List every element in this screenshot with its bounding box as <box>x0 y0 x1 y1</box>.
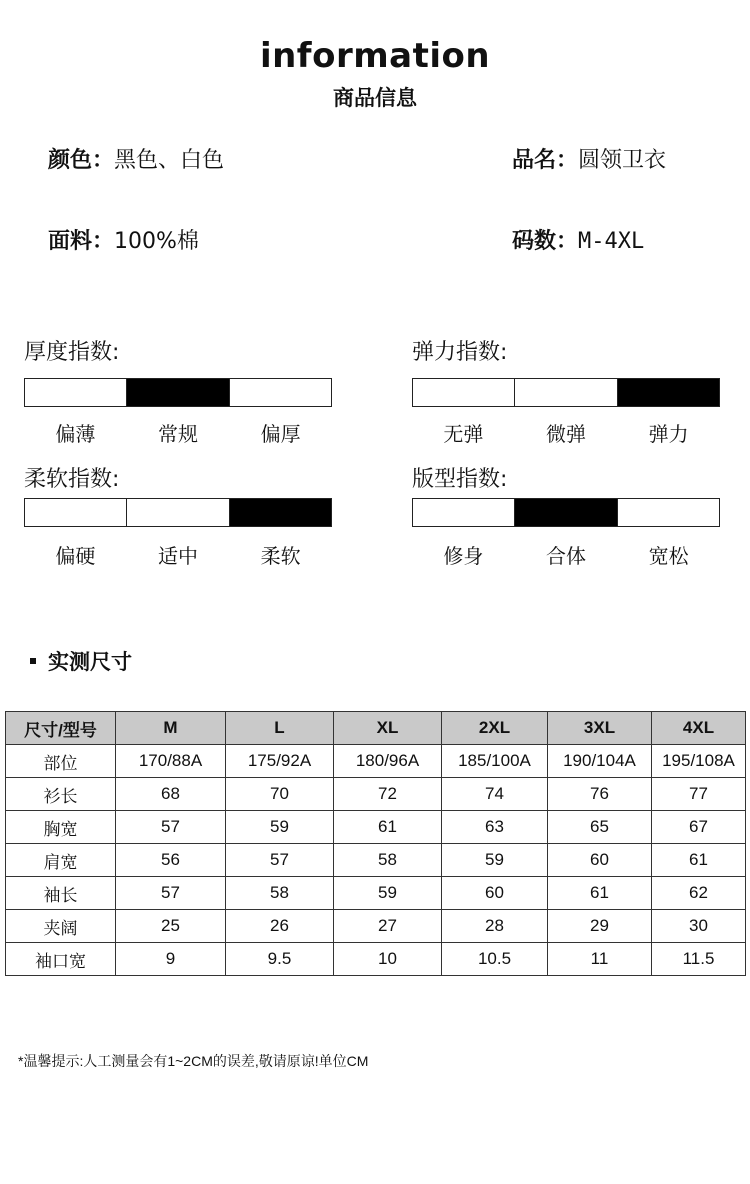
elasticity-option: 弹力 <box>648 422 689 446</box>
table-header-cell: 2XL <box>442 712 548 745</box>
info-sizes-key: 码数： <box>512 229 579 254</box>
info-fabric-value: 100%棉 <box>114 229 199 254</box>
info-color-value: 黑色、白色 <box>114 148 225 173</box>
table-cell: 10.5 <box>442 943 548 976</box>
table-cell: 27 <box>334 910 442 943</box>
table-cell: 67 <box>652 811 746 844</box>
thickness-index-options <box>24 418 332 447</box>
thickness-index-label: 厚度指数: <box>24 340 120 365</box>
table-cell: 195/108A <box>652 745 746 778</box>
elasticity-index-bar <box>412 378 720 407</box>
fit-option: 修身 <box>443 544 484 568</box>
fit-index-segment <box>515 499 617 526</box>
thickness-index-segment <box>230 379 331 406</box>
elasticity-index-segment <box>515 379 617 406</box>
table-header-cell: M <box>116 712 226 745</box>
table-cell: 57 <box>226 844 334 877</box>
thickness-option: 偏薄 <box>55 422 96 446</box>
table-cell: 61 <box>334 811 442 844</box>
table-cell: 部位 <box>6 745 116 778</box>
table-cell: 74 <box>442 778 548 811</box>
info-fabric-key: 面料： <box>48 229 115 254</box>
table-cell: 59 <box>442 844 548 877</box>
info-fabric <box>48 224 199 255</box>
softness-index-segment <box>25 499 127 526</box>
page-subtitle: 商品信息 <box>333 86 417 110</box>
table-cell: 72 <box>334 778 442 811</box>
table-cell: 11.5 <box>652 943 746 976</box>
fit-option: 宽松 <box>648 544 689 568</box>
table-header-cell: 尺寸/型号 <box>6 712 116 745</box>
fit-index-options <box>412 540 720 569</box>
info-sizes <box>512 224 644 255</box>
thickness-option: 偏厚 <box>260 422 301 446</box>
table-cell: 60 <box>442 877 548 910</box>
measurements-heading <box>30 646 132 676</box>
table-cell: 10 <box>334 943 442 976</box>
table-cell: 62 <box>652 877 746 910</box>
elasticity-option: 微弹 <box>546 422 586 446</box>
thickness-index-bar <box>24 378 332 407</box>
softness-index-options <box>24 540 332 569</box>
table-cell: 61 <box>652 844 746 877</box>
table-cell: 63 <box>442 811 548 844</box>
softness-option: 柔软 <box>260 544 301 568</box>
table-header-cell: 4XL <box>652 712 746 745</box>
table-cell: 59 <box>226 811 334 844</box>
table-cell: 65 <box>548 811 652 844</box>
measurement-note: *温馨提示:人工测量会有1~2CM的误差,敬请原谅!单位CM <box>18 1053 369 1069</box>
table-row <box>6 811 746 844</box>
table-row <box>6 910 746 943</box>
info-color <box>48 143 224 174</box>
table-cell: 68 <box>116 778 226 811</box>
table-row <box>6 844 746 877</box>
fit-index-segment <box>413 499 515 526</box>
elasticity-index-segment <box>618 379 719 406</box>
table-cell: 26 <box>226 910 334 943</box>
softness-option: 偏硬 <box>55 544 96 568</box>
table-cell: 61 <box>548 877 652 910</box>
fit-option: 合体 <box>546 544 586 568</box>
table-cell: 180/96A <box>334 745 442 778</box>
elasticity-index-options <box>412 418 720 447</box>
table-cell: 175/92A <box>226 745 334 778</box>
bullet-icon <box>30 658 36 664</box>
table-cell: 30 <box>652 910 746 943</box>
elasticity-index-label: 弹力指数: <box>412 340 508 365</box>
table-cell: 袖口宽 <box>6 943 116 976</box>
fit-index-segment <box>618 499 719 526</box>
table-row <box>6 745 746 778</box>
softness-index-label: 柔软指数: <box>24 467 120 492</box>
table-cell: 胸宽 <box>6 811 116 844</box>
table-cell: 77 <box>652 778 746 811</box>
fit-index-bar <box>412 498 720 527</box>
thickness-index-segment <box>127 379 229 406</box>
table-cell: 9.5 <box>226 943 334 976</box>
table-cell: 185/100A <box>442 745 548 778</box>
softness-option: 适中 <box>158 544 198 568</box>
size-table-header <box>6 712 746 745</box>
table-cell: 76 <box>548 778 652 811</box>
thickness-index-segment <box>25 379 127 406</box>
table-cell: 57 <box>116 811 226 844</box>
table-cell: 肩宽 <box>6 844 116 877</box>
table-header-row <box>6 712 746 745</box>
info-color-key: 颜色： <box>48 148 115 173</box>
table-cell: 190/104A <box>548 745 652 778</box>
table-cell: 29 <box>548 910 652 943</box>
table-row <box>6 877 746 910</box>
table-cell: 59 <box>334 877 442 910</box>
table-cell: 57 <box>116 877 226 910</box>
table-cell: 11 <box>548 943 652 976</box>
table-cell: 夹阔 <box>6 910 116 943</box>
table-cell: 58 <box>226 877 334 910</box>
table-cell: 袖长 <box>6 877 116 910</box>
info-name <box>512 143 666 174</box>
softness-index-segment <box>230 499 331 526</box>
table-cell: 170/88A <box>116 745 226 778</box>
elasticity-option: 无弹 <box>443 422 484 446</box>
page-title: information <box>259 36 491 76</box>
table-cell: 70 <box>226 778 334 811</box>
table-row <box>6 778 746 811</box>
thickness-option: 常规 <box>158 422 198 446</box>
table-cell: 60 <box>548 844 652 877</box>
info-name-key: 品名： <box>512 148 579 173</box>
measurements-heading-text: 实测尺寸 <box>48 650 132 674</box>
table-cell: 56 <box>116 844 226 877</box>
softness-index-segment <box>127 499 229 526</box>
size-table-body <box>6 745 746 976</box>
softness-index-bar <box>24 498 332 527</box>
table-header-cell: 3XL <box>548 712 652 745</box>
fit-index-label: 版型指数: <box>412 467 508 492</box>
elasticity-index-segment <box>413 379 515 406</box>
table-header-cell: L <box>226 712 334 745</box>
table-cell: 9 <box>116 943 226 976</box>
table-cell: 28 <box>442 910 548 943</box>
info-name-value: 圆领卫衣 <box>578 148 667 173</box>
size-table <box>5 711 746 976</box>
table-cell: 25 <box>116 910 226 943</box>
table-cell: 衫长 <box>6 778 116 811</box>
table-header-cell: XL <box>334 712 442 745</box>
table-row <box>6 943 746 976</box>
info-sizes-value: M-4XL <box>578 229 645 254</box>
table-cell: 58 <box>334 844 442 877</box>
